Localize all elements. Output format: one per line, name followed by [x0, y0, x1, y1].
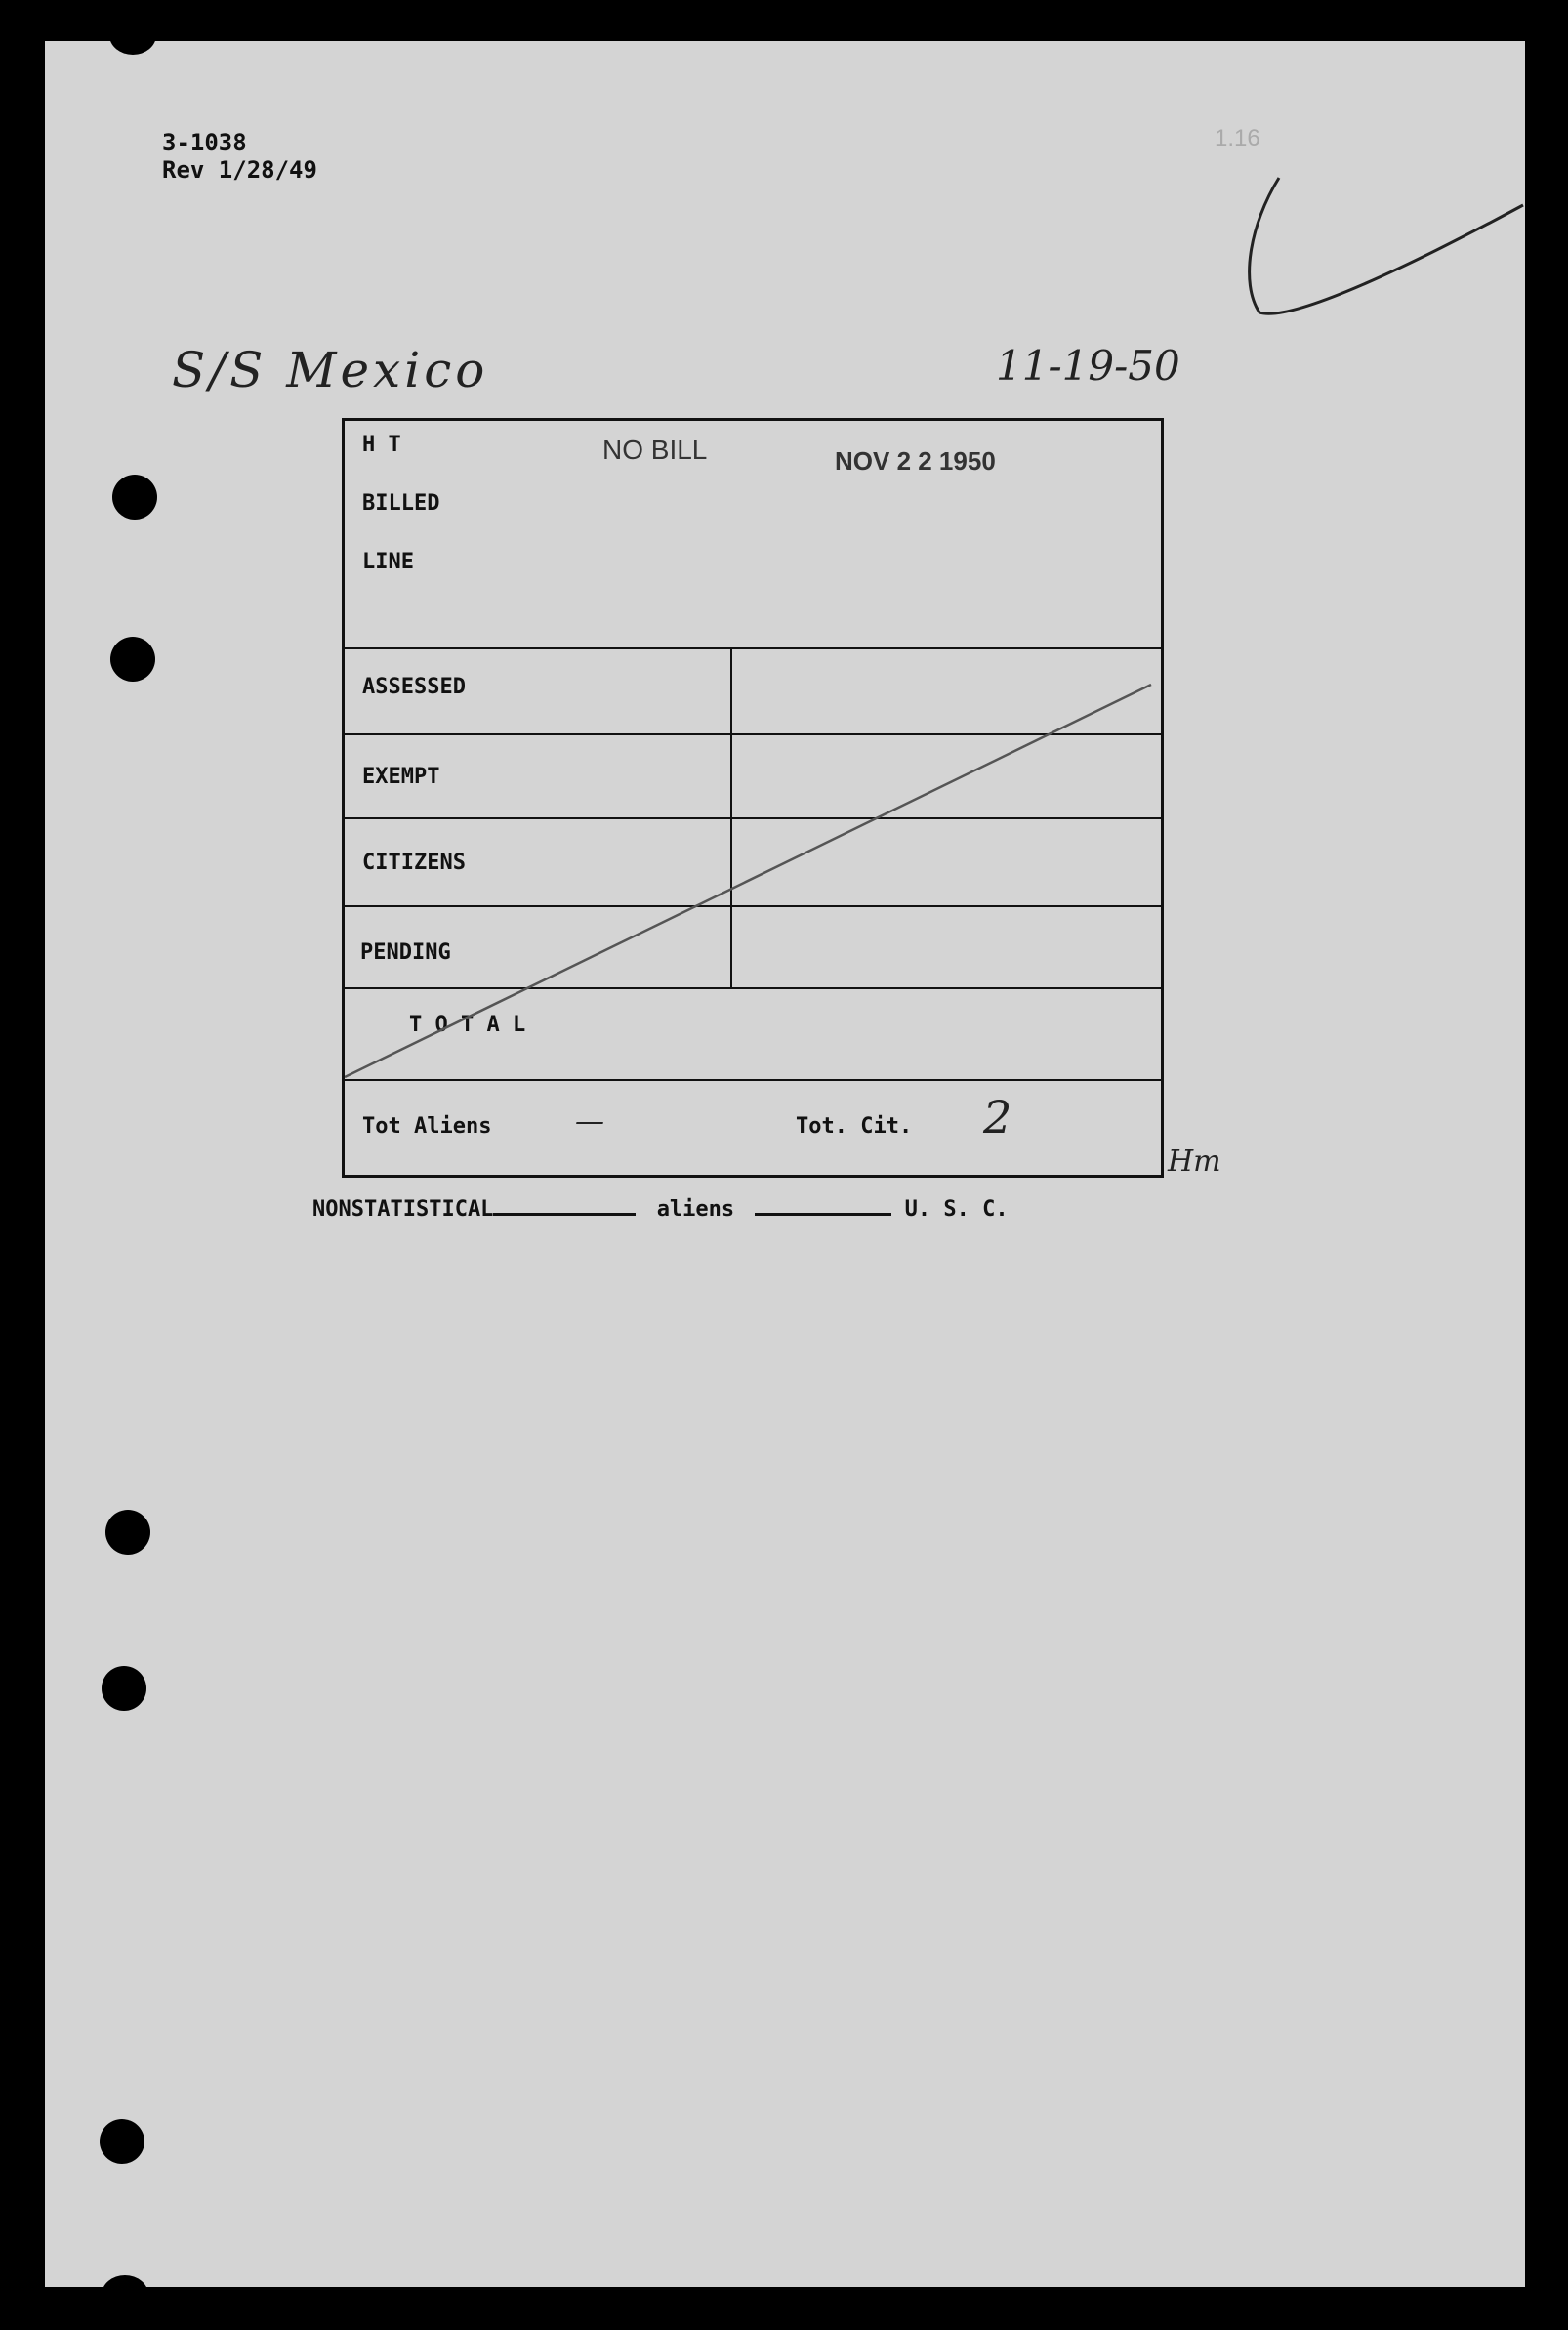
corner-mark: 1.16 [1215, 125, 1260, 151]
date-received-stamp: NOV 2 2 1950 [835, 446, 996, 476]
punch-hole-3 [105, 1510, 150, 1555]
label-assessed: ASSESSED [362, 675, 466, 699]
label-ht: H T [362, 433, 401, 457]
label-tot-cit: Tot. Cit. [796, 1114, 913, 1139]
form-number: 3-1038 [162, 129, 247, 156]
nonstatistical-blank [493, 1213, 636, 1216]
checkmark-icon [1220, 166, 1533, 322]
usc-label: U. S. C. [904, 1197, 1009, 1222]
label-exempt: EXEMPT [362, 765, 440, 789]
punch-hole-bottom [100, 2119, 144, 2164]
tot-cit-value: 2 [983, 1091, 1012, 1144]
punch-hole-top [112, 475, 157, 520]
punch-hole-2 [110, 637, 155, 682]
aliens-blank [755, 1213, 891, 1216]
label-pending: PENDING [360, 940, 451, 965]
label-line: LINE [362, 550, 414, 574]
diagonal-strike-line [345, 421, 1167, 1181]
punch-hole-4 [102, 1666, 146, 1711]
label-citizens: CITIZENS [362, 851, 466, 875]
manifest-form [342, 418, 1164, 1178]
punch-hole-edge-bottom [102, 2275, 148, 2314]
tot-aliens-value: — [575, 1104, 604, 1139]
footer-line [312, 1197, 1009, 1222]
aliens-label: aliens [656, 1197, 735, 1222]
no-bill-stamp: NO BILL [602, 435, 708, 465]
nonstatistical-label: NONSTATISTICAL [312, 1197, 494, 1222]
label-tot-aliens: Tot Aliens [362, 1114, 492, 1139]
vessel-name: S/S Mexico [172, 342, 489, 398]
form-revision: Rev 1/28/49 [162, 156, 317, 184]
label-total: T O T A L [409, 1013, 526, 1037]
label-billed: BILLED [362, 491, 440, 516]
initials: Hm [1168, 1144, 1221, 1179]
punch-hole-edge-top [109, 16, 156, 55]
arrival-date: 11-19-50 [996, 342, 1180, 390]
